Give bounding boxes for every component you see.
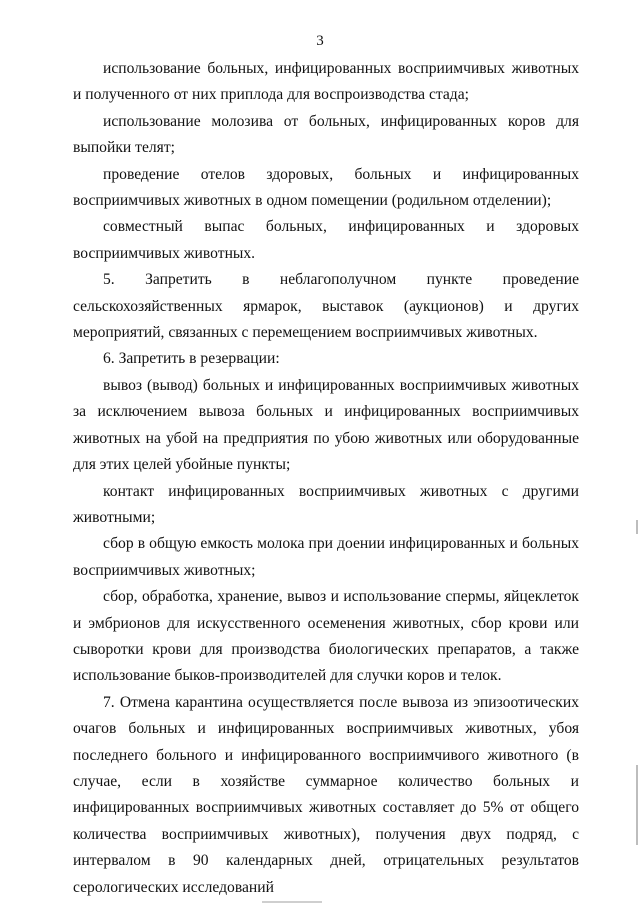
paragraph: использование молозива от больных, инфицированных коров для выпойки телят; bbox=[73, 112, 579, 157]
paragraph: проведение отелов здоровых, больных и инфицированных восприимчивых животных в одном помещении (родильном отделении); bbox=[73, 165, 579, 210]
paragraph: сбор, обработка, хранение, вывоз и использование спермы, яйцеклеток и эмбрионов для искусственного осеменения животных, сбор крови или сыворотки крови для производства биологических препаратов, а также использование быков-производителей для случки коров и телок. bbox=[73, 588, 579, 685]
scan-edge-mark bbox=[636, 765, 638, 845]
document-body bbox=[73, 56, 579, 901]
paragraph: сбор в общую емкость молока при доении инфицированных и больных восприимчивых животных; bbox=[73, 535, 579, 579]
scan-bottom-mark bbox=[262, 901, 322, 903]
paragraph: 5. Запретить в неблагополучном пункте проведение сельскохозяйственных ярмарок, выставок (аукционов) и других мероприятий, связанных с перемещением восприимчивых животных. bbox=[73, 271, 579, 342]
scan-edge-mark bbox=[636, 520, 638, 534]
paragraph: вывоз (вывод) больных и инфицированных восприимчивых животных за исключением вывоза больных и инфицированных восприимчивых животных на убой на предприятия по убою животных или оборудованные для этих целей убойные пункты; bbox=[73, 376, 579, 474]
paragraph: контакт инфицированных восприимчивых животных с другими животными; bbox=[73, 482, 579, 526]
paragraph: 7. Отмена карантина осуществляется после вывоза из эпизоотических очагов больных и инфицированных восприимчивых животных, убоя последнего больного и инфицированного восприимчивого животного (в случае, если в хозяйстве суммарное количество больных и инфицированных восприимчивых животных составляет до 5% от общего количества восприимчивых животных), получения двух подряд, с интервалом в 90 календарных дней, отрицательных результатов серологических исследований bbox=[73, 693, 579, 896]
paragraph: совместный выпас больных, инфицированных и здоровых восприимчивых животных. bbox=[73, 218, 579, 262]
paragraph: использование больных, инфицированных восприимчивых животных и полученного от них приплода для воспроизводства стада; bbox=[73, 60, 579, 104]
paragraph: 6. Запретить в резервации: bbox=[103, 350, 280, 368]
page-number: 3 bbox=[316, 33, 324, 49]
